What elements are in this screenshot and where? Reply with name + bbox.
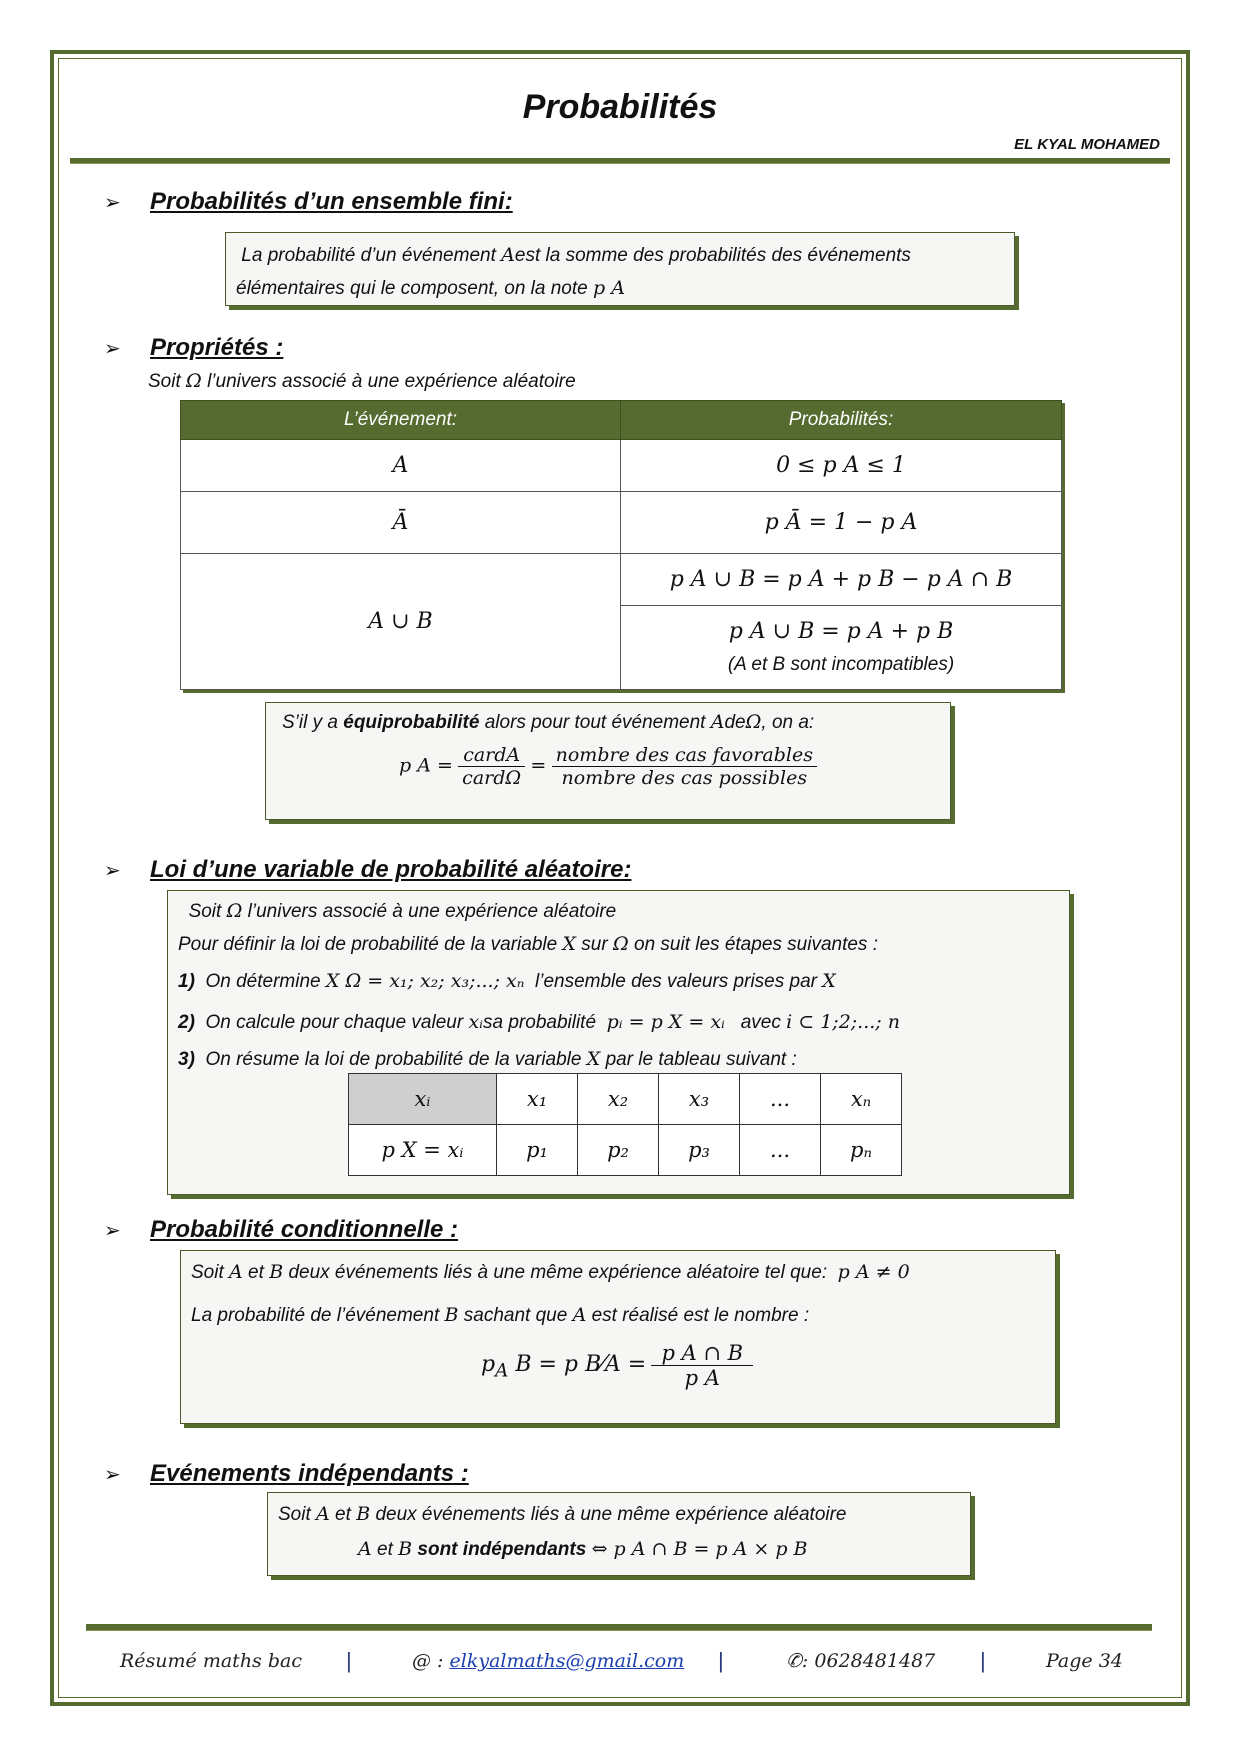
table-row (181, 440, 1062, 492)
equiprobability-box: S’il y a équiprobabilité alors pour tout événement AdeΩ, on a: p A = $\frac{\text{cardA}}{\text{cardΩ}}$ = $\frac{\text{nombre des cas favorables}}{\text{nombre des cas possibles}}$ (265, 702, 951, 820)
section-heading-conditionnelle: ➢ Probabilité conditionnelle : (104, 1216, 459, 1243)
random-variable-box: Soit Ω l’univers associé à une expérience aléatoire Pour définir la loi de probabilité de la variable X sur Ω on suit les étapes suivantes : 1) On détermine X Ω = x₁; x₂; x₃;...; xₙ l’ensemble des valeurs prises par X 2) On calcule pour chaque valeur xᵢsa probabilité pᵢ = p X = xᵢ avec i ⊂ 1;2;...; n 3) On résume la loi de probabilité de la variable X par le tableau suivant : (167, 890, 1070, 1195)
definition-box: La probabilité d’un événement Aest la somme des probabilités des événements élémentaires qui le composent, on la note p A (225, 232, 1015, 306)
footer-email: @ : elkyalmaths@gmail.com (412, 1650, 685, 1672)
conditional-box: Soit A et B deux événements liés à une même expérience aléatoire tel que: p A ≠ 0 La probabilité de l’événement B sachant que A est réalisé est le nombre : $p_A$ B = p B⁄A = $\frac{\text{p A ∩ B}}{\text{p A}}$ (180, 1250, 1056, 1424)
table-cell: xₙ (821, 1074, 902, 1125)
prob-cell: 0 ≤ p A ≤ 1 (621, 440, 1062, 492)
table-cell: p X = xᵢ (349, 1125, 497, 1176)
arrow-bullet-icon: ➢ (104, 1464, 121, 1486)
section-heading-proprietes: ➢ Propriétés : (104, 334, 284, 361)
footer-separator: | (718, 1648, 724, 1673)
table-row (181, 492, 1062, 554)
table-cell: p₃ (659, 1125, 740, 1176)
arrow-bullet-icon: ➢ (104, 860, 121, 882)
footer-left: Résumé maths bac (120, 1650, 302, 1672)
event-cell: A ∪ B (181, 554, 621, 690)
universe-intro: Soit Ω l’univers associé à une expérience aléatoire (148, 370, 576, 392)
arrow-bullet-icon: ➢ (104, 192, 121, 214)
conditional-formula: $p_A$ B = p B⁄A = $\frac{\text{p A ∩ B}}{\text{p A}}$ (191, 1341, 1045, 1390)
table-cell: p₁ (497, 1125, 578, 1176)
event-cell: A (181, 440, 621, 492)
prob-cell: p A ∪ B = p A + p B − p A ∩ B (621, 554, 1062, 606)
table-cell: ... (740, 1125, 821, 1176)
page-number: Page 34 (1046, 1650, 1123, 1672)
page-title: Probabilités (522, 88, 718, 126)
prob-cell-incompatible (621, 606, 1062, 690)
properties-table (180, 400, 1062, 690)
footer-phone: ✆: 0628481487 (786, 1650, 936, 1672)
table-cell: pₙ (821, 1125, 902, 1176)
prob-cell: p Ā = 1 − p A (621, 492, 1062, 554)
col-header-probability: Probabilités: (621, 401, 1062, 440)
section-heading-independants: ➢ Evénements indépendants : (104, 1460, 469, 1487)
footer-separator: | (346, 1648, 352, 1673)
independence-box: Soit A et B deux événements liés à une même expérience aléatoire A et B sont indépendants ⇔ p A ∩ B = p A × p B (267, 1492, 971, 1576)
table-cell: x₂ (578, 1074, 659, 1125)
author-name: EL KYAL MOHAMED (1014, 136, 1160, 153)
arrow-bullet-icon: ➢ (104, 338, 121, 360)
arrow-bullet-icon: ➢ (104, 1220, 121, 1242)
table-cell: p₂ (578, 1125, 659, 1176)
col-header-event: L’événement: (181, 401, 621, 440)
section-heading-loi: ➢ Loi d’une variable de probabilité aléatoire: (104, 856, 632, 883)
table-row (349, 1125, 902, 1176)
footer-separator: | (980, 1648, 986, 1673)
equiprobability-formula: p A = $\frac{\text{cardA}}{\text{cardΩ}}$ = $\frac{\text{nombre des cas favorables}}{\text{nombre des cas possibles}}$ (282, 744, 934, 789)
footer-rule (86, 1624, 1152, 1631)
header-rule (70, 158, 1170, 164)
table-cell: x₁ (497, 1074, 578, 1125)
event-cell: Ā (181, 492, 621, 554)
distribution-table (348, 1073, 902, 1176)
table-row (349, 1074, 902, 1125)
table-cell: x₃ (659, 1074, 740, 1125)
incompatible-formula: p A ∪ B = p A + p B (728, 619, 954, 644)
table-cell: ... (740, 1074, 821, 1125)
section-heading-ensemble-fini: ➢ Probabilités d’un ensemble fini: (104, 188, 513, 215)
table-row (181, 554, 1062, 606)
incompatible-note: (A et B sont incompatibles) (727, 654, 955, 675)
email-link[interactable]: elkyalmaths@gmail.com (449, 1650, 685, 1672)
table-cell: xᵢ (349, 1074, 497, 1125)
